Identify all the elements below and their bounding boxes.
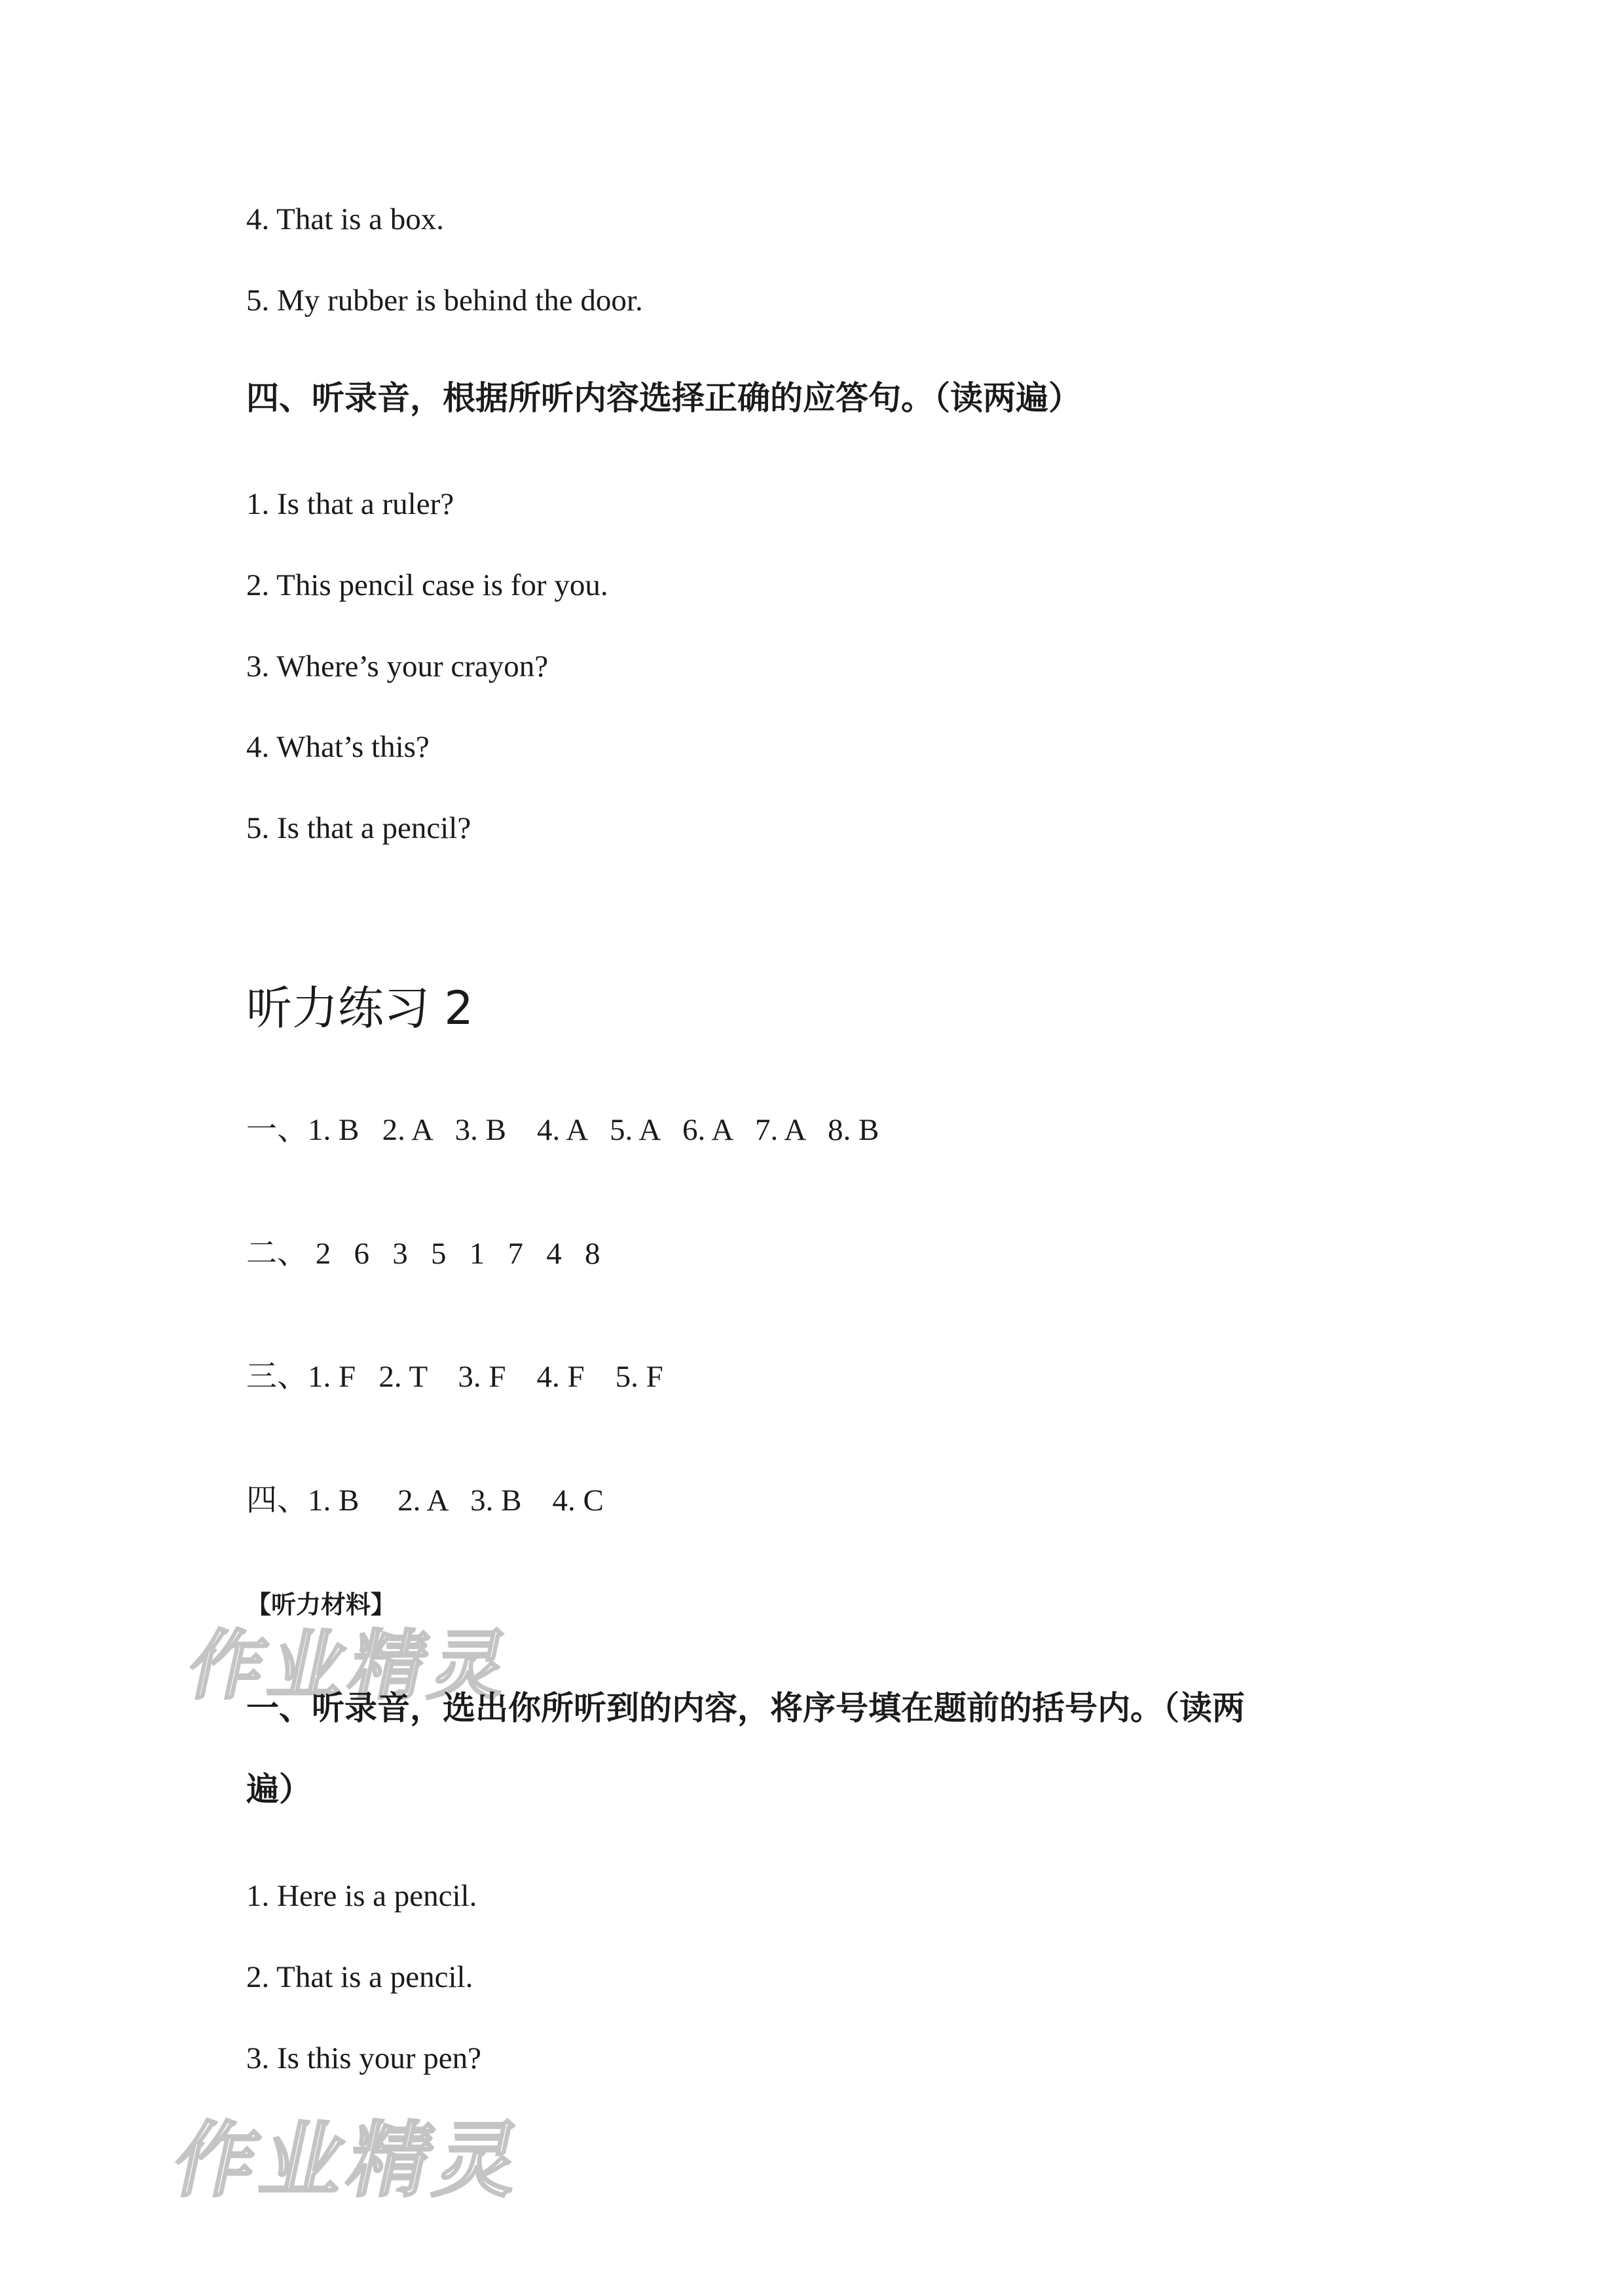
answer-row: 一、1. B 2. A 3. B 4. A 5. A 6. A 7. A 8. B: [246, 1113, 879, 1147]
previous-item: 5. My rubber is behind the door.: [246, 283, 643, 318]
watermark-logo: 作业精灵: [165, 2113, 534, 2208]
section4-item: 1. Is that a ruler?: [246, 487, 454, 521]
section1-item: 3. Is this your pen?: [246, 2041, 481, 2075]
previous-item: 4. That is a box.: [246, 202, 444, 236]
section1-heading: 一、听录音，选出你所听到的内容，将序号填在题前的括号内。（读两: [246, 1689, 1245, 1727]
answer-row: 四、1. B 2. A 3. B 4. C: [246, 1484, 604, 1518]
answer-row: 三、1. F 2. T 3. F 4. F 5. F: [246, 1360, 663, 1394]
section4-item: 5. Is that a pencil?: [246, 811, 471, 845]
answer-row: 二、 2 6 3 5 1 7 4 8: [246, 1237, 600, 1271]
section4-item: 3. Where’s your crayon?: [246, 649, 549, 683]
watermark-logo: 作业精灵: [180, 1622, 522, 1710]
section4-heading: 四、听录音，根据所听内容选择正确的应答句。（读两遍）: [246, 379, 1081, 417]
material-label: 【听力材料】: [246, 1590, 396, 1619]
section1-item: 2. That is a pencil.: [246, 1960, 473, 1994]
section4-item: 2. This pencil case is for you.: [246, 568, 608, 602]
section1-item: 1. Here is a pencil.: [246, 1879, 477, 1913]
practice-title: 听力练习 2: [246, 981, 473, 1035]
section1-heading-cont: 遍）: [246, 1770, 312, 1808]
section4-item: 4. What’s this?: [246, 730, 430, 764]
